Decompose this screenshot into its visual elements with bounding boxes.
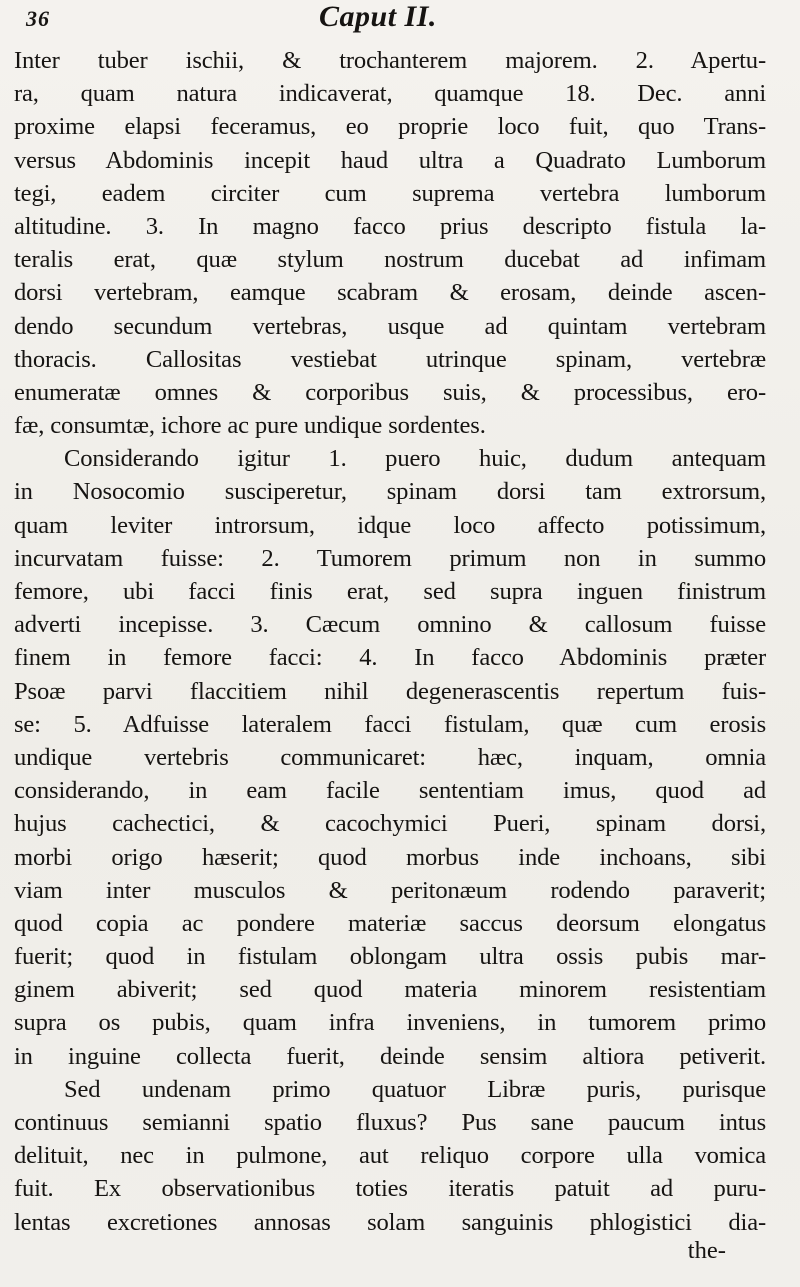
text-line: viam inter musculos & peritonæum rodendo paraverit; bbox=[14, 876, 766, 904]
text-line: enumeratæ omnes & corporibus suis, & processibus, ero- bbox=[14, 378, 766, 406]
body-text bbox=[14, 44, 766, 1269]
text-line: undique vertebris communicaret: hæc, inquam, omnia bbox=[14, 743, 766, 771]
text-line: thoracis. Callositas vestiebat utrinque spinam, vertebræ bbox=[14, 345, 766, 373]
page-header bbox=[14, 0, 766, 44]
text-line: proxime elapsi feceramus, eo proprie loco fuit, quo Trans- bbox=[14, 113, 766, 141]
text-line: supra os pubis, quam infra inveniens, in tumorem primo bbox=[14, 1009, 766, 1037]
text-line: quod copia ac pondere materiæ saccus deorsum elongatus bbox=[14, 909, 766, 937]
text-line: fæ, consumtæ, ichore ac pure undique sordentes. bbox=[14, 412, 486, 440]
text-line: quam leviter introrsum, idque loco affecto potissimum, bbox=[14, 511, 766, 539]
text-line: dendo secundum vertebras, usque ad quintam vertebram bbox=[14, 312, 766, 340]
text-line: altitudine. 3. In magno facco prius descripto fistula la- bbox=[14, 212, 766, 240]
text-line: fuerit; quod in fistulam oblongam ultra ossis pubis mar- bbox=[14, 943, 766, 971]
text-line: morbi origo hæserit; quod morbus inde inchoans, sibi bbox=[14, 843, 766, 871]
text-line: continuus semianni spatio fluxus? Pus sane paucum intus bbox=[14, 1109, 766, 1136]
text-line: finem in femore facci: 4. In facco Abdominis præter bbox=[14, 644, 766, 672]
text-line: tegi, eadem circiter cum suprema vertebra lumborum bbox=[14, 179, 766, 207]
text-line: adverti incepisse. 3. Cæcum omnino & callosum fuisse bbox=[14, 611, 766, 639]
text-line: fuit. Ex observationibus toties iteratis patuit ad puru- bbox=[14, 1175, 766, 1203]
text-line: Considerando igitur 1. puero huic, dudum antequam bbox=[64, 445, 766, 473]
text-line: lentas excretiones annosas solam sanguinis phlogistici dia- bbox=[14, 1208, 766, 1236]
text-line: in inguine collecta fuerit, deinde sensim altiora petiverit. bbox=[14, 1042, 766, 1070]
text-line: teralis erat, quæ stylum nostrum ducebat ad infimam bbox=[14, 246, 766, 274]
text-line: Psoæ parvi flaccitiem nihil degenerascentis repertum fuis- bbox=[14, 677, 766, 705]
text-line: ginem abiverit; sed quod materia minorem resistentiam bbox=[14, 976, 766, 1004]
text-line: se: 5. Adfuisse lateralem facci fistulam, quæ cum erosis bbox=[14, 710, 766, 738]
text-line: dorsi vertebram, eamque scabram & erosam, deinde ascen- bbox=[14, 279, 766, 307]
running-head: Caput II. bbox=[319, 0, 437, 33]
text-line: delituit, nec in pulmone, aut reliquo corpore ulla vomica bbox=[14, 1142, 766, 1170]
text-line: femore, ubi facci finis erat, sed supra inguen finistrum bbox=[14, 578, 766, 605]
catchword: the- bbox=[687, 1236, 726, 1264]
page-number: 36 bbox=[26, 6, 50, 31]
text-line: hujus cachectici, & cacochymici Pueri, spinam dorsi, bbox=[14, 810, 766, 838]
text-line: Inter tuber ischii, & trochanterem majorem. 2. Apertu- bbox=[14, 47, 766, 74]
text-line: incurvatam fuisse: 2. Tumorem primum non in summo bbox=[14, 544, 766, 572]
text-line: in Nosocomio susciperetur, spinam dorsi tam extrorsum, bbox=[14, 478, 766, 506]
text-line: considerando, in eam facile sententiam imus, quod ad bbox=[14, 777, 766, 805]
text-line: Sed undenam primo quatuor Libræ puris, purisque bbox=[64, 1075, 766, 1103]
text-line: versus Abdominis incepit haud ultra a Quadrato Lumborum bbox=[14, 146, 766, 174]
text-line: ra, quam natura indicaverat, quamque 18. Dec. anni bbox=[14, 80, 766, 108]
